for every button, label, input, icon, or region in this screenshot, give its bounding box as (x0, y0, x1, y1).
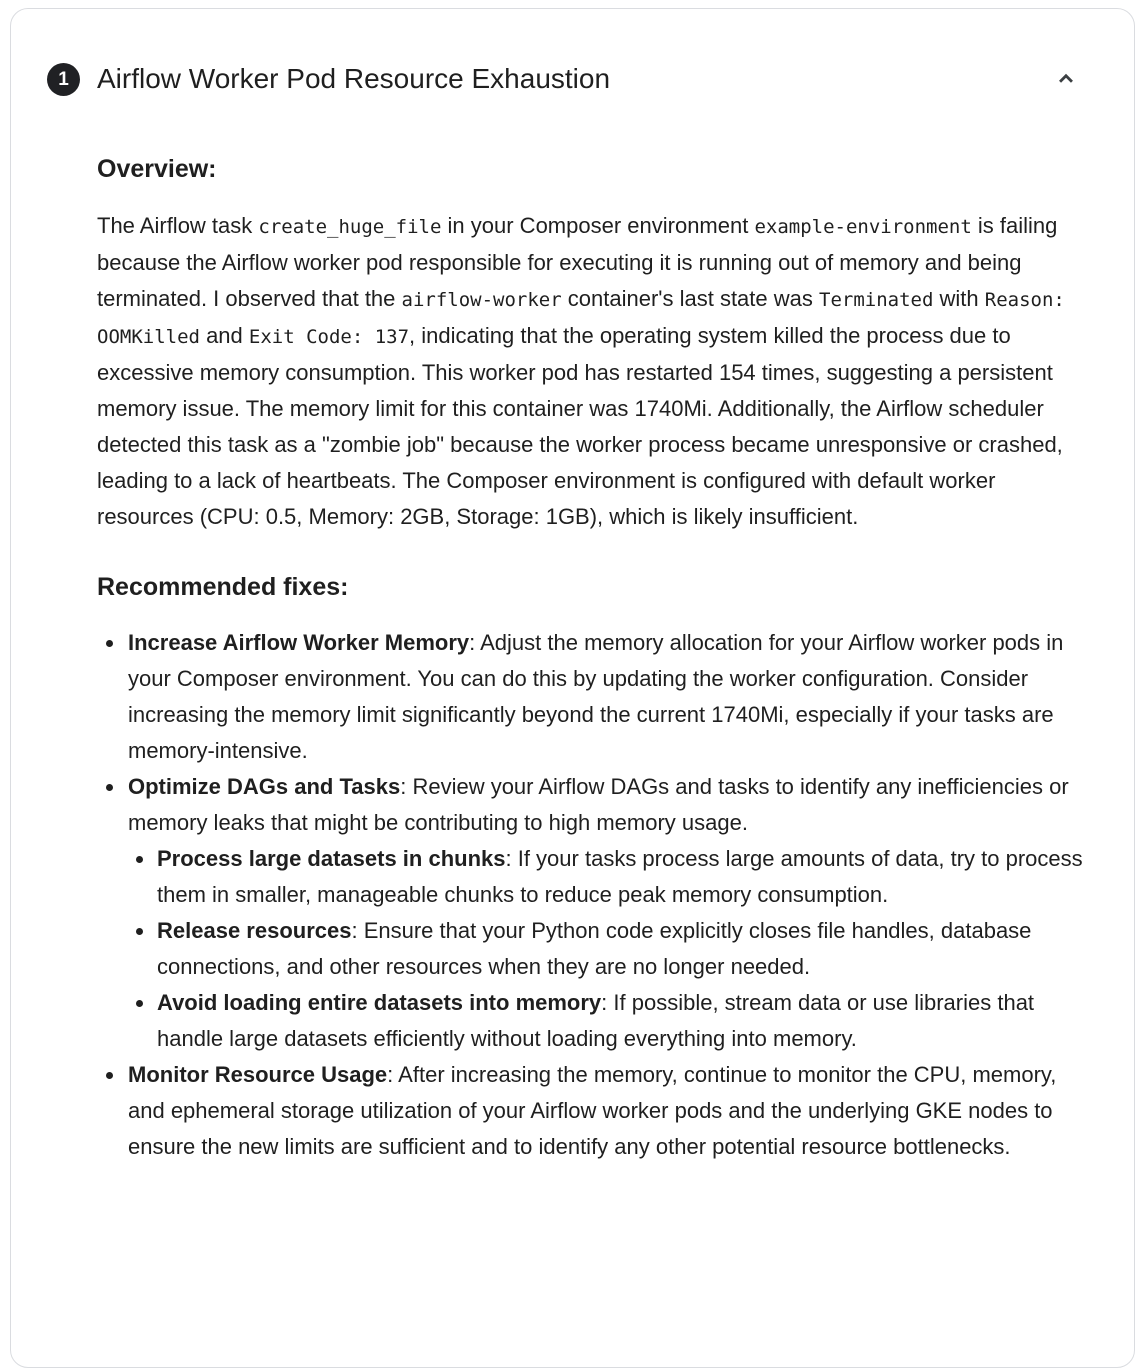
fix-label: Avoid loading entire datasets into memory (157, 990, 602, 1015)
text-segment: , indicating that the operating system killed the process due to excessive memory consumption. This worker pod has restarted 154 times, suggesting a persistent memory issue. The memory limit for this container was 1740Mi. Additionally, the Airflow scheduler detected this task as a "zombie job" because the worker process became unresponsive or crashed, leading to a lack of heartbeats. The Composer environment is configured with default worker resources (CPU: 0.5, Memory: 2GB, Storage: 1GB), which is likely insufficient. (97, 323, 1063, 529)
fix-item (97, 1057, 1090, 1165)
inline-code: create_huge_file (258, 216, 442, 238)
fix-label: Increase Airflow Worker Memory (128, 630, 470, 655)
fix-label: Release resources (157, 918, 352, 943)
text-segment: in your Composer environment (441, 213, 755, 238)
chevron-up-icon (1053, 66, 1079, 92)
sub-fix-item (128, 985, 1090, 1057)
card-content (11, 154, 1134, 1205)
fix-text: : Adjust the memory allocation for your Airflow worker pods in your Composer environment. You can do this by updating the worker configuration. Consider increasing the memory limit significantly beyond the current 1740Mi, especially if your tasks are memory-intensive. (128, 630, 1064, 763)
sub-fix-item (128, 841, 1090, 913)
overview-heading: Overview: (97, 155, 217, 183)
fix-label: Monitor Resource Usage (128, 1062, 388, 1087)
card-title: Airflow Worker Pod Resource Exhaustion (97, 63, 611, 94)
fixes-list (97, 625, 1090, 1165)
fix-item (97, 769, 1090, 1057)
fix-text: : If possible, stream data or use libraries that handle large datasets efficiently without loading everything into memory. (157, 990, 1035, 1051)
sub-fix-item (128, 913, 1090, 985)
text-segment: is failing because the Airflow worker pod responsible for executing it is running out of memory and being terminated. I observed that the (97, 213, 1058, 311)
text-segment: with (933, 286, 985, 311)
text-segment: The Airflow task (97, 213, 259, 238)
fix-text: : Review your Airflow DAGs and tasks to identify any inefficiencies or memory leaks that might be contributing to high memory usage. (128, 774, 1069, 835)
fix-item (97, 625, 1090, 769)
inline-code: Terminated (819, 289, 934, 311)
fix-label: Process large datasets in chunks (157, 846, 506, 871)
overview-paragraph (97, 208, 1090, 535)
fix-text: : If your tasks process large amounts of data, try to process them in smaller, manageable chunks to reduce peak memory consumption. (157, 846, 1083, 907)
fix-label: Optimize DAGs and Tasks (128, 774, 401, 799)
inline-code: Reason: OOMKilled (97, 289, 1065, 348)
inline-code: airflow-worker (401, 289, 562, 311)
fixes-heading: Recommended fixes: (97, 573, 349, 601)
card-header[interactable] (11, 9, 1134, 99)
inline-code: example-environment (754, 216, 972, 238)
text-segment: container's last state was (561, 286, 819, 311)
diagnostic-card (10, 8, 1135, 1368)
text-segment: and (199, 323, 249, 348)
fix-text: : Ensure that your Python code explicitly closes file handles, database connections, and other resources when they are no longer needed. (157, 918, 1032, 979)
inline-code: Exit Code: 137 (248, 326, 410, 348)
sub-fixes-list (128, 841, 1090, 1057)
fix-text: : After increasing the memory, continue to monitor the CPU, memory, and ephemeral storage utilization of your Airflow worker pods and the underlying GKE nodes to ensure the new limits are sufficient and to identify any other potential resource bottlenecks. (128, 1062, 1057, 1159)
item-number-badge: 1 (47, 63, 80, 96)
collapse-button[interactable] (1046, 59, 1086, 99)
